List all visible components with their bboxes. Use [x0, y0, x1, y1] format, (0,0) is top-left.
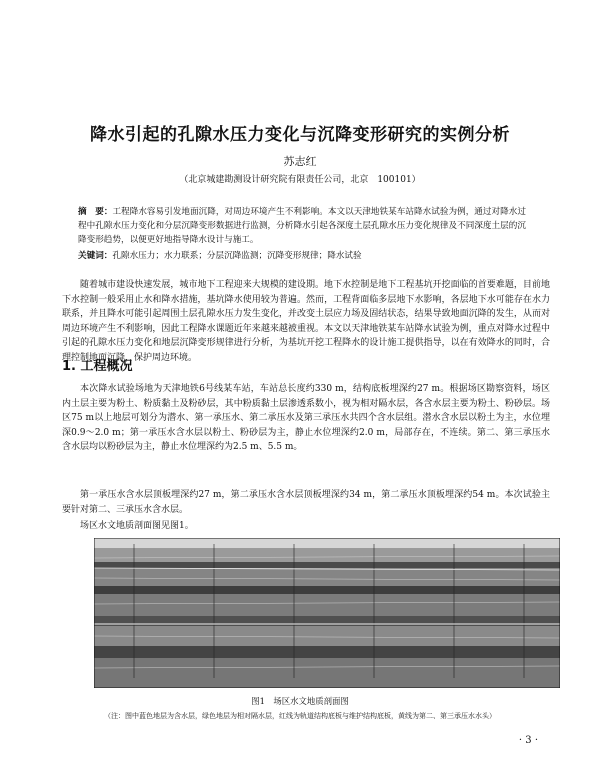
intro-paragraph: 随着城市建设快速发展，城市地下工程迎来大规模的建设期。地下水控制是地下工程基坑开挖面临的首要难题，目前地下水控制一般采用止水和降水措施，基坑降水使用较为普遍。然而，工程背面临多层地下水影响，各层地下水可能存在水力联系，并且降水可能引起周围土层孔隙水压力发生变化，并改变土层应力场及固结状态，结果导致地面沉降的发生，从而对周边环境产生不利影响，因此工程降水课题近年来越来越被重视。本文以天津地铁某车站降水试验为例，重点对降水过程中引起的孔隙水压力变化和地层沉降变形规律进行分析，为基坑开挖工程降水的设计施工提供指导，以在有效降水的同时，合理控制地面沉降，保护周边环境。 [62, 280, 550, 363]
keywords [78, 249, 526, 263]
abstract-text: 工程降水容易引发地面沉降，对周边环境产生不利影响。本文以天津地铁某车站降水试验为例，通过对降水过程中孔隙水压力变化和分层沉降变形数据进行监测，分析降水引起各深度土层孔隙水压力变化规律及不同深度土层的沉降变形趋势，以便更好地指导降水设计与施工。 [78, 207, 526, 245]
figure-caption: 图1 场区水文地质剖面图 [251, 696, 349, 706]
section-number: 1. [62, 359, 76, 374]
hydrogeology-profile-figure [94, 538, 560, 688]
body-paragraph-1: 本次降水试验场地为天津地铁6号线某车站，车站总长度约330 m，结构底板埋深约27 m。根据场区勘察资料，场区内土层主要为粉土、粉质黏土及粉砂层，其中粉质黏土层渗透系数小，视为相对隔水层，各含水层主要为粉土、粉砂层。场区75 m以上地层可划分为潜水、第一承压水、第二承压水及第三承压水共四个含水层组。潜水含水层以粉土为主，水位埋深0.9～2.0 m；第一承压水含水层以粉土、粉砂层为主，静止水位埋深约2.0 m，局部存在，不连续。第二、第三承压水含水层均以粉砂层为主，静止水位埋深约为2.5 m、5.5 m。 [62, 384, 550, 453]
abstract-label: 摘 要： [78, 207, 113, 217]
page-number: · 3 · [518, 735, 538, 746]
affiliation: （北京城建勘测设计研究院有限责任公司，北京 100101） [179, 175, 421, 185]
figure-note: （注：图中蓝色地层为含水层，绿色地层为相对隔水层，红线为轨道结构底板与维护结构底板，黄线为第二、第三承压水水头） [104, 712, 496, 720]
author-name: 苏志红 [283, 155, 317, 168]
paper-title: 降水引起的孔隙水压力变化与沉降变形研究的实例分析 [90, 125, 510, 145]
section-title: 工程概况 [80, 359, 133, 374]
body-paragraph-2: 第一承压水含水层顶板埋深约27 m，第二承压水含水层顶板埋深约34 m，第二承压水顶板埋深约54 m。本次试验主要针对第二、三承压水含水层。 [62, 490, 550, 515]
body-paragraph-3: 场区水文地质剖面图见图1。 [80, 521, 194, 531]
keywords-text: 孔隙水压力；水力联系；分层沉降监测；沉降变形规律；降水试验 [112, 251, 362, 261]
abstract [78, 205, 526, 247]
keywords-label: 关键词： [78, 251, 113, 261]
section-heading [62, 355, 133, 374]
